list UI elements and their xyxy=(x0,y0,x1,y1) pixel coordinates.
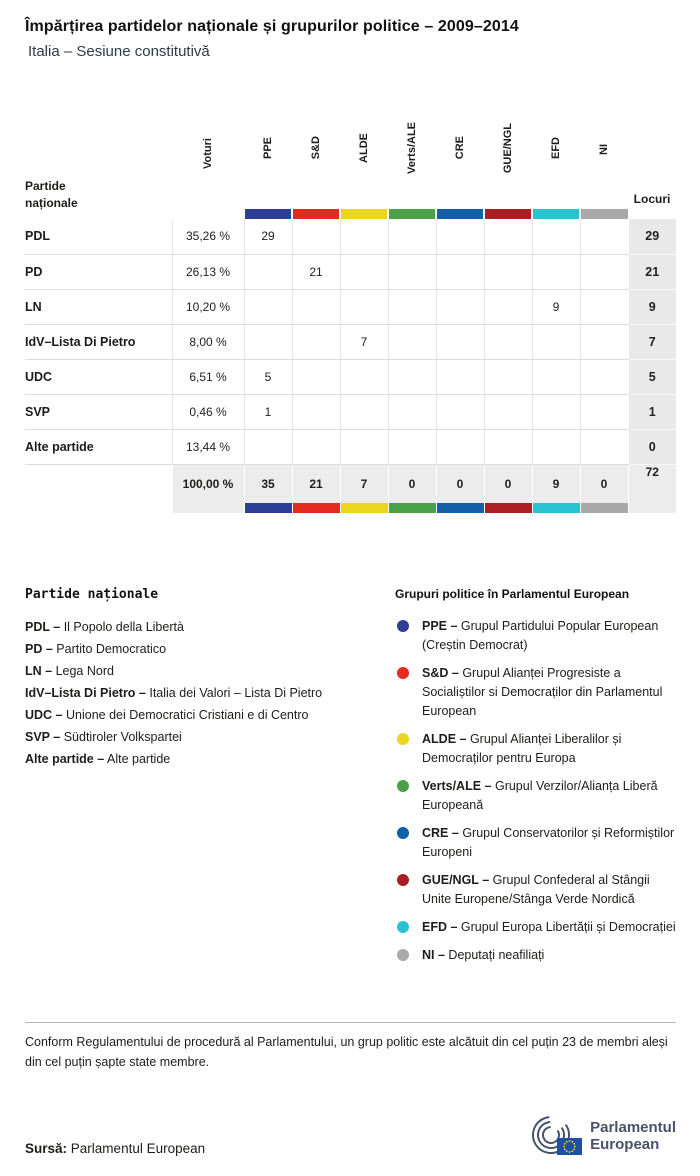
votes-value: 8,00 % xyxy=(172,324,244,359)
verts-ale-color-dot xyxy=(397,780,409,792)
group-bar-cell xyxy=(244,209,292,219)
ppe-color-bar xyxy=(245,209,291,219)
list-item: EFD – Grupul Europa Libertății și Democrației xyxy=(395,918,676,937)
seats-value xyxy=(292,359,340,394)
seats-value xyxy=(436,254,484,289)
seats-value xyxy=(292,394,340,429)
efd-color-bar xyxy=(533,503,580,513)
seats-value xyxy=(484,429,532,464)
seats-value xyxy=(244,254,292,289)
group-header-gue-ngl: GUE/NGL xyxy=(484,92,532,209)
seats-value xyxy=(532,219,580,254)
total-seats-value: 5 xyxy=(628,359,676,394)
gue-ngl-color-dot xyxy=(397,874,409,886)
groups-legend-title: Grupuri politice în Parlamentul European xyxy=(395,586,630,601)
total-seats-value: 9 xyxy=(628,289,676,324)
group-header-cre: CRE xyxy=(436,92,484,209)
list-item: PDL – Il Popolo della Libertà xyxy=(25,619,184,634)
seats-value xyxy=(532,429,580,464)
verts-ale-color-bar xyxy=(389,503,436,513)
party-name: LN xyxy=(25,289,172,324)
seats-value xyxy=(340,429,388,464)
alde-color-bar xyxy=(341,503,388,513)
gue-ngl-color-bar xyxy=(485,209,531,219)
national-parties-legend xyxy=(25,587,395,974)
seats-value xyxy=(244,289,292,324)
seats-value xyxy=(532,394,580,429)
source-line: Sursă: Parlamentul European xyxy=(25,1140,206,1156)
seats-value xyxy=(484,324,532,359)
total-seats-sd: 21 xyxy=(292,464,340,513)
sd-color-bar xyxy=(293,503,340,513)
list-item: SVP – Südtiroler Volkspartei xyxy=(25,729,182,744)
divider xyxy=(25,1022,676,1023)
seats-value xyxy=(388,394,436,429)
total-seats-value: 21 xyxy=(628,254,676,289)
group-bar-cell xyxy=(532,209,580,219)
seats-value xyxy=(484,289,532,324)
seats-value xyxy=(340,254,388,289)
group-bar-cell xyxy=(436,209,484,219)
seats-value xyxy=(292,219,340,254)
seats-value: 7 xyxy=(340,324,388,359)
ni-color-bar xyxy=(581,209,628,219)
votes-column-header: Voturi xyxy=(172,92,244,219)
seats-value xyxy=(580,324,628,359)
votes-value: 0,46 % xyxy=(172,394,244,429)
seats-value xyxy=(244,324,292,359)
seats-value xyxy=(532,359,580,394)
list-item: NI – Deputați neafiliați xyxy=(395,946,676,965)
total-seats-verts-ale: 0 xyxy=(388,464,436,513)
list-item: S&D – Grupul Alianței Progresiste a Socialiștilor si Democraților din Parlamentul European xyxy=(395,664,676,721)
parties-legend-title: Partide naționale xyxy=(25,586,159,602)
list-item: Alte partide – Alte partide xyxy=(25,751,171,766)
gue-ngl-color-bar xyxy=(485,503,532,513)
verts-ale-color-bar xyxy=(389,209,435,219)
party-name: SVP xyxy=(25,394,172,429)
group-bar-cell xyxy=(292,209,340,219)
seats-value: 1 xyxy=(244,394,292,429)
seats-value xyxy=(580,429,628,464)
party-name: IdV–Lista Di Pietro xyxy=(25,324,172,359)
seats-value xyxy=(484,359,532,394)
seats-value xyxy=(388,219,436,254)
cre-color-bar xyxy=(437,209,483,219)
total-seats-alde: 7 xyxy=(340,464,388,513)
party-name: PDL xyxy=(25,219,172,254)
group-header-alde: ALDE xyxy=(340,92,388,209)
seats-value: 29 xyxy=(244,219,292,254)
seats-value xyxy=(388,429,436,464)
total-seats-efd: 9 xyxy=(532,464,580,513)
table-row xyxy=(25,324,676,359)
sd-color-dot xyxy=(397,667,409,679)
list-item: LN – Lega Nord xyxy=(25,663,114,678)
seats-value xyxy=(484,219,532,254)
seats-value xyxy=(532,254,580,289)
corner-header xyxy=(25,92,172,219)
votes-value: 35,26 % xyxy=(172,219,244,254)
seats-value: 21 xyxy=(292,254,340,289)
sd-color-bar xyxy=(293,209,339,219)
european-parliament-logo xyxy=(527,1114,676,1158)
seats-value xyxy=(388,289,436,324)
total-seats-gue-ngl: 0 xyxy=(484,464,532,513)
seats-value xyxy=(484,254,532,289)
total-seats-value: 1 xyxy=(628,394,676,429)
list-item: UDC – Unione dei Democratici Cristiani e di Centro xyxy=(25,707,309,722)
total-seats-value: 7 xyxy=(628,324,676,359)
total-row xyxy=(25,464,676,513)
total-seats-value: 29 xyxy=(628,219,676,254)
seats-value xyxy=(292,289,340,324)
votes-value: 26,13 % xyxy=(172,254,244,289)
ppe-color-bar xyxy=(245,503,292,513)
list-item: PPE – Grupul Partidului Popular European (Creștin Democrat) xyxy=(395,617,676,655)
group-bar-cell xyxy=(388,209,436,219)
total-seats-ni: 0 xyxy=(580,464,628,513)
seats-value xyxy=(580,219,628,254)
seats-column-header: Locuri xyxy=(628,92,676,219)
logo-wordmark: Parlamentul European xyxy=(590,1118,676,1153)
group-header-verts-ale: Verts/ALE xyxy=(388,92,436,209)
party-name: UDC xyxy=(25,359,172,394)
votes-value: 10,20 % xyxy=(172,289,244,324)
alde-color-bar xyxy=(341,209,387,219)
group-bar-cell xyxy=(340,209,388,219)
page-title: Împărțirea partidelor naționale și grupurilor politice – 2009–2014 xyxy=(25,18,519,35)
alde-color-dot xyxy=(397,733,409,745)
total-votes: 100,00 % xyxy=(172,464,244,513)
group-header-ni: NI xyxy=(580,92,628,209)
list-item: ALDE – Grupul Alianței Liberalilor și Democraților pentru Europa xyxy=(395,730,676,768)
table-row xyxy=(25,394,676,429)
hemicycle-flag-icon xyxy=(527,1114,583,1158)
seats-value xyxy=(436,429,484,464)
seats-value xyxy=(292,429,340,464)
seats-value xyxy=(340,219,388,254)
votes-value: 13,44 % xyxy=(172,429,244,464)
seats-value xyxy=(436,324,484,359)
list-item: IdV–Lista Di Pietro – Italia dei Valori – Lista Di Pietro xyxy=(25,685,323,700)
list-item: GUE/NGL – Grupul Confederal al Stângii Unite Europene/Stânga Verde Nordică xyxy=(395,871,676,909)
legends-section xyxy=(25,587,676,974)
group-header-sd: S&D xyxy=(292,92,340,209)
seats-value xyxy=(580,254,628,289)
footnote: Conform Regulamentului de procedură al Parlamentului, un grup politic este alcătuit din cel puțin 23 de membri aleși din cel puțin șapte state membre. xyxy=(25,1034,668,1069)
footer xyxy=(25,1114,676,1158)
party-name: PD xyxy=(25,254,172,289)
total-seats-ppe: 35 xyxy=(244,464,292,513)
table-header-row xyxy=(25,92,676,209)
group-header-efd: EFD xyxy=(532,92,580,209)
seats-value xyxy=(580,289,628,324)
efd-color-bar xyxy=(533,209,579,219)
group-header-ppe: PPE xyxy=(244,92,292,209)
seats-value: 5 xyxy=(244,359,292,394)
seats-value xyxy=(244,429,292,464)
table-row xyxy=(25,219,676,254)
table-row xyxy=(25,429,676,464)
seats-value xyxy=(436,359,484,394)
total-seats-value: 0 xyxy=(628,429,676,464)
page-subtitle: Italia – Sesiune constitutivă xyxy=(28,43,210,60)
list-item: PD – Partito Democratico xyxy=(25,641,167,656)
total-seats-cre: 0 xyxy=(436,464,484,513)
seats-value xyxy=(340,394,388,429)
group-bar-cell xyxy=(484,209,532,219)
seats-value xyxy=(292,324,340,359)
political-groups-legend xyxy=(395,587,676,974)
seats-value xyxy=(388,254,436,289)
cre-color-bar xyxy=(437,503,484,513)
corner-header-label: Partide naționale xyxy=(25,179,78,210)
results-table xyxy=(25,92,676,513)
spacer xyxy=(173,503,244,513)
party-name: Alte partide xyxy=(25,429,172,464)
table-row xyxy=(25,359,676,394)
seats-value xyxy=(436,219,484,254)
seats-value xyxy=(388,324,436,359)
votes-value: 6,51 % xyxy=(172,359,244,394)
list-item: Verts/ALE – Grupul Verzilor/Alianța Liberă Europeană xyxy=(395,777,676,815)
table-row xyxy=(25,289,676,324)
seats-value xyxy=(436,394,484,429)
ni-color-dot xyxy=(397,949,409,961)
table-row xyxy=(25,254,676,289)
efd-color-dot xyxy=(397,921,409,933)
seats-value xyxy=(484,394,532,429)
cre-color-dot xyxy=(397,827,409,839)
seats-value xyxy=(580,394,628,429)
seats-value xyxy=(580,359,628,394)
ni-color-bar xyxy=(581,503,628,513)
grand-total-seats: 72 xyxy=(628,464,676,513)
group-bar-cell xyxy=(580,209,628,219)
list-item: CRE – Grupul Conservatorilor și Reformiștilor Europeni xyxy=(395,824,676,862)
total-row-empty-cell xyxy=(25,464,172,513)
seats-value xyxy=(340,359,388,394)
seats-value xyxy=(532,324,580,359)
seats-value xyxy=(340,289,388,324)
ppe-color-dot xyxy=(397,620,409,632)
seats-value xyxy=(388,359,436,394)
seats-value xyxy=(436,289,484,324)
seats-value: 9 xyxy=(532,289,580,324)
